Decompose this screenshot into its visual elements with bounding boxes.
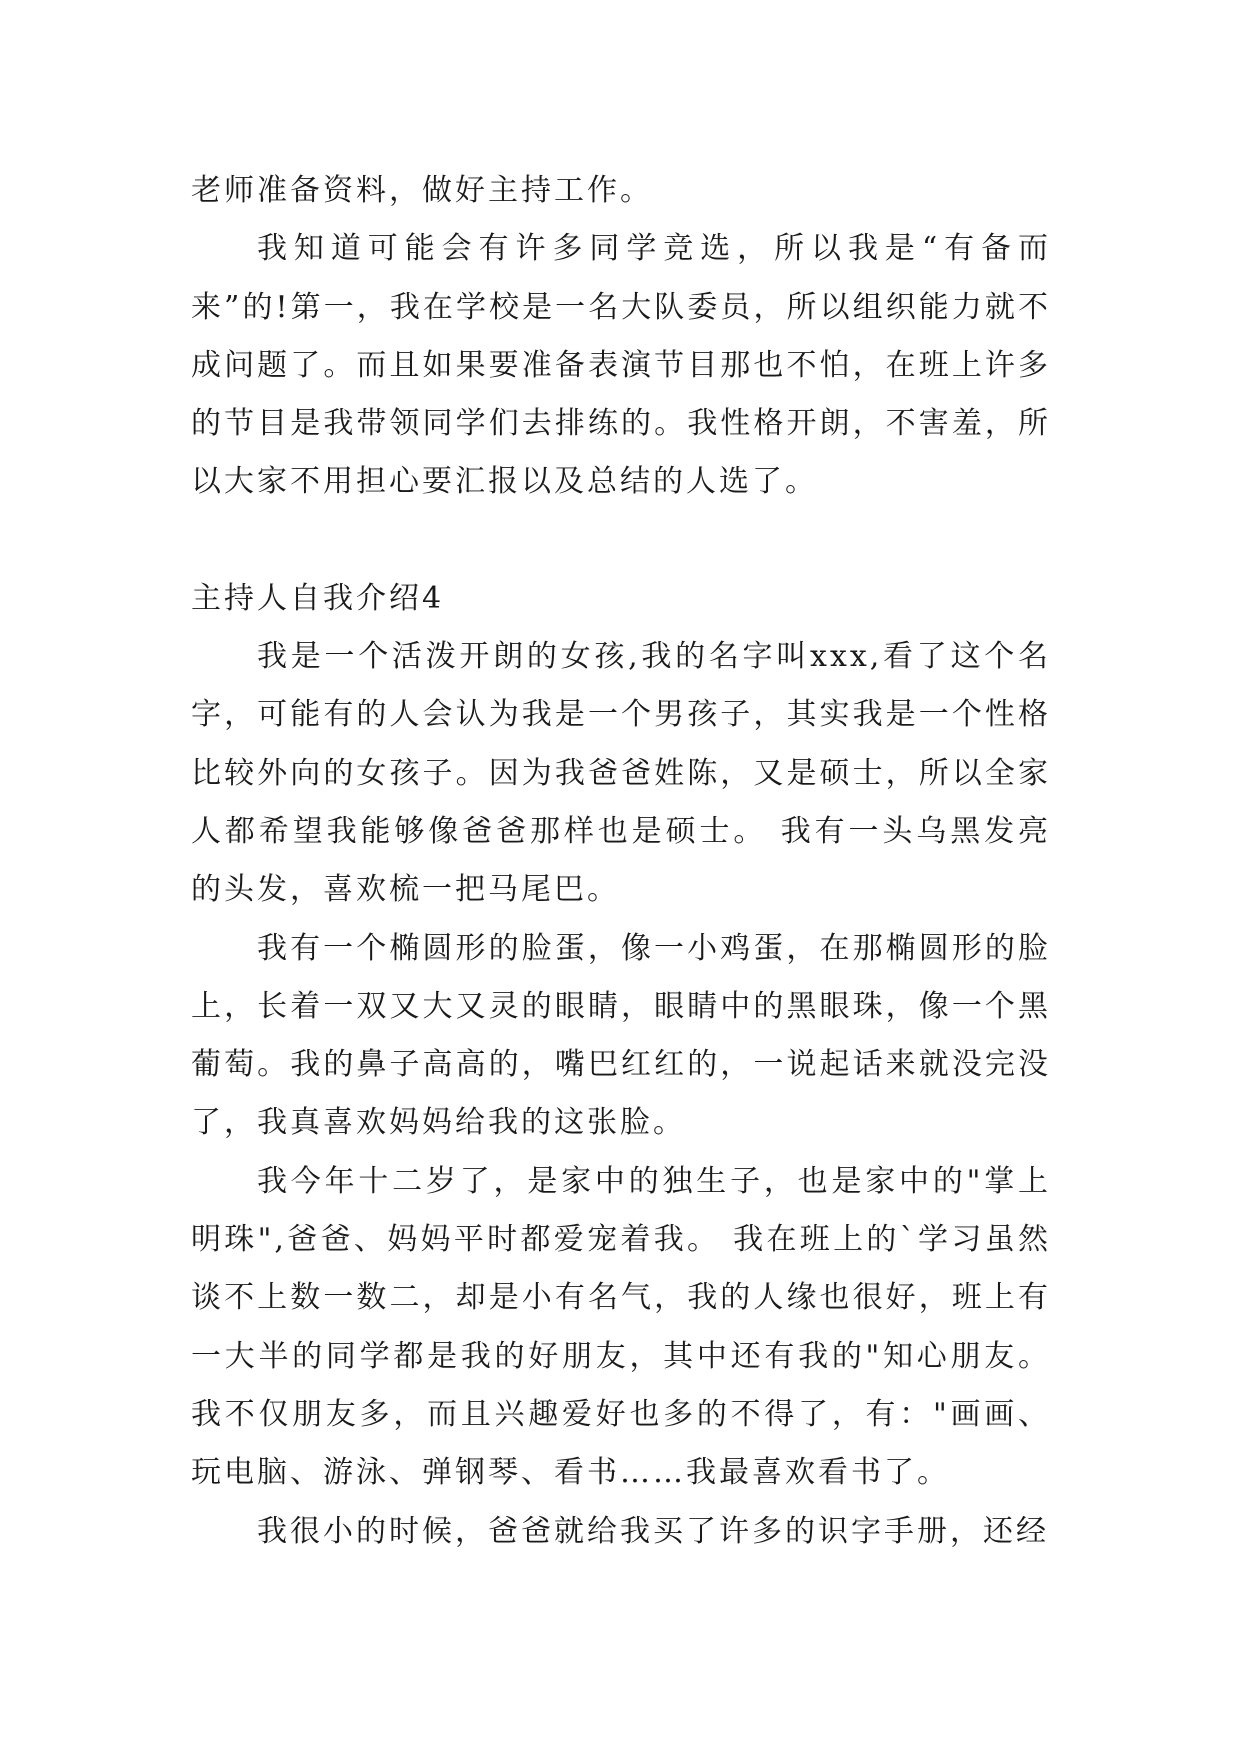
paragraph: 老师准备资料，做好主持工作。 <box>191 173 653 208</box>
paragraph: 我很小的时候，爸爸就给我买了许多的识字手册，还经 <box>257 1513 1049 1549</box>
section-title: 主持人自我介绍4 <box>191 580 445 616</box>
section-spacer <box>191 512 1051 570</box>
paragraph: 我今年十二岁了，是家中的独生子，也是家中的"掌上明珠",爸爸、妈妈平时都爱宠着我。 我在班上的`学习虽然谈不上数一数二，却是小有名气，我的人缘也很好，班上有一大半的同学都是我的好朋友，其中还有我的"知心朋友。我不仅朋友多，而且兴趣爱好也多的不得了，有："画画、玩电脑、游泳、弹钢琴、看书……我最喜欢看书了。 <box>191 1163 1051 1491</box>
paragraph: 我有一个椭圆形的脸蛋，像一小鸡蛋，在那椭圆形的脸上，长着一双又大又灵的眼睛，眼睛中的黑眼珠，像一个黑葡萄。我的鼻子高高的，嘴巴红红的，一说起话来就没完没了，我真喜欢妈妈给我的这张脸。 <box>191 930 1051 1141</box>
paragraph: 我知道可能会有许多同学竞选，所以我是“有备而来”的!第一，我在学校是一名大队委员，所以组织能力就不成问题了。而且如果要准备表演节目那也不怕，在班上许多的节目是我带领同学们去排练的。我性格开朗，不害羞，所以大家不用担心要汇报以及总结的人选了。 <box>191 231 1051 500</box>
document-body <box>191 162 1051 1561</box>
paragraph: 我是一个活泼开朗的女孩,我的名字叫xxx,看了这个名字，可能有的人会认为我是一个男孩子，其实我是一个性格比较外向的女孩子。因为我爸爸姓陈，又是硕士，所以全家人都希望我能够像爸爸那样也是硕士。 我有一头乌黑发亮的头发，喜欢梳一把马尾巴。 <box>191 639 1051 908</box>
